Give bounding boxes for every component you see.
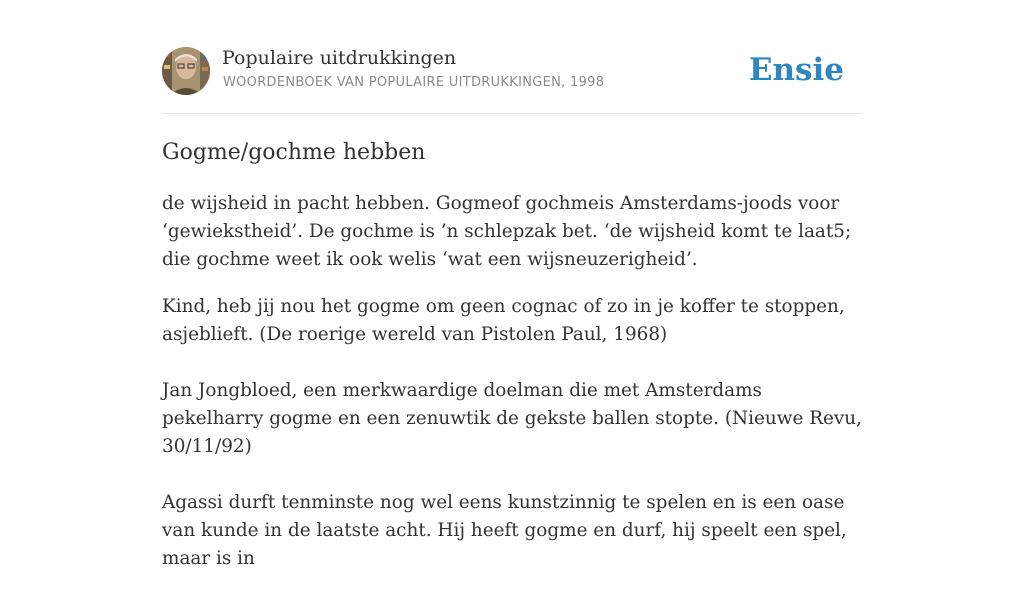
source-title[interactable]: Populaire uitdrukkingen: [222, 47, 457, 69]
quote-paragraph: Jan Jongbloed, een merkwaardige doelman die met Amsterdams pekelharry gogme en een zenuwtik de gekste ballen stopte. (Nieuwe Revu, 30/11/92): [162, 380, 863, 457]
definition-paragraph: de wijsheid in pacht hebben. Gogmeof gochmeis Amsterdams-joods voor ‘gewiekstheid’. De gochme is ’n schlepzak bet. ‘de wijsheid komt te laat5; die gochme weet ik ook welis ‘wat een wijsneuzerigheid’.: [162, 193, 852, 270]
quote-paragraph: Agassi durft tenminste nog wel eens kunstzinnig te spelen en is een oase van kunde in de laatste acht. Hij heeft gogme en durf, hij speelt een spel, maar is in: [162, 492, 847, 569]
author-portrait-icon: [162, 47, 210, 95]
author-avatar[interactable]: [162, 47, 210, 95]
entry-title: Gogme/gochme hebben: [162, 140, 426, 165]
ensie-logo-link[interactable]: Ensie: [748, 52, 844, 88]
quote-paragraph: Kind, heb jij nou het gogme om geen cognac of zo in je koffer te stoppen, asjeblieft. (De roerige wereld van Pistolen Paul, 1968): [162, 296, 845, 345]
page-container: [162, 0, 863, 569]
source-header: [162, 0, 862, 114]
entry-content: [162, 190, 862, 592]
source-subtitle: WOORDENBOEK VAN POPULAIRE UITDRUKKINGEN, 1998: [223, 75, 605, 90]
